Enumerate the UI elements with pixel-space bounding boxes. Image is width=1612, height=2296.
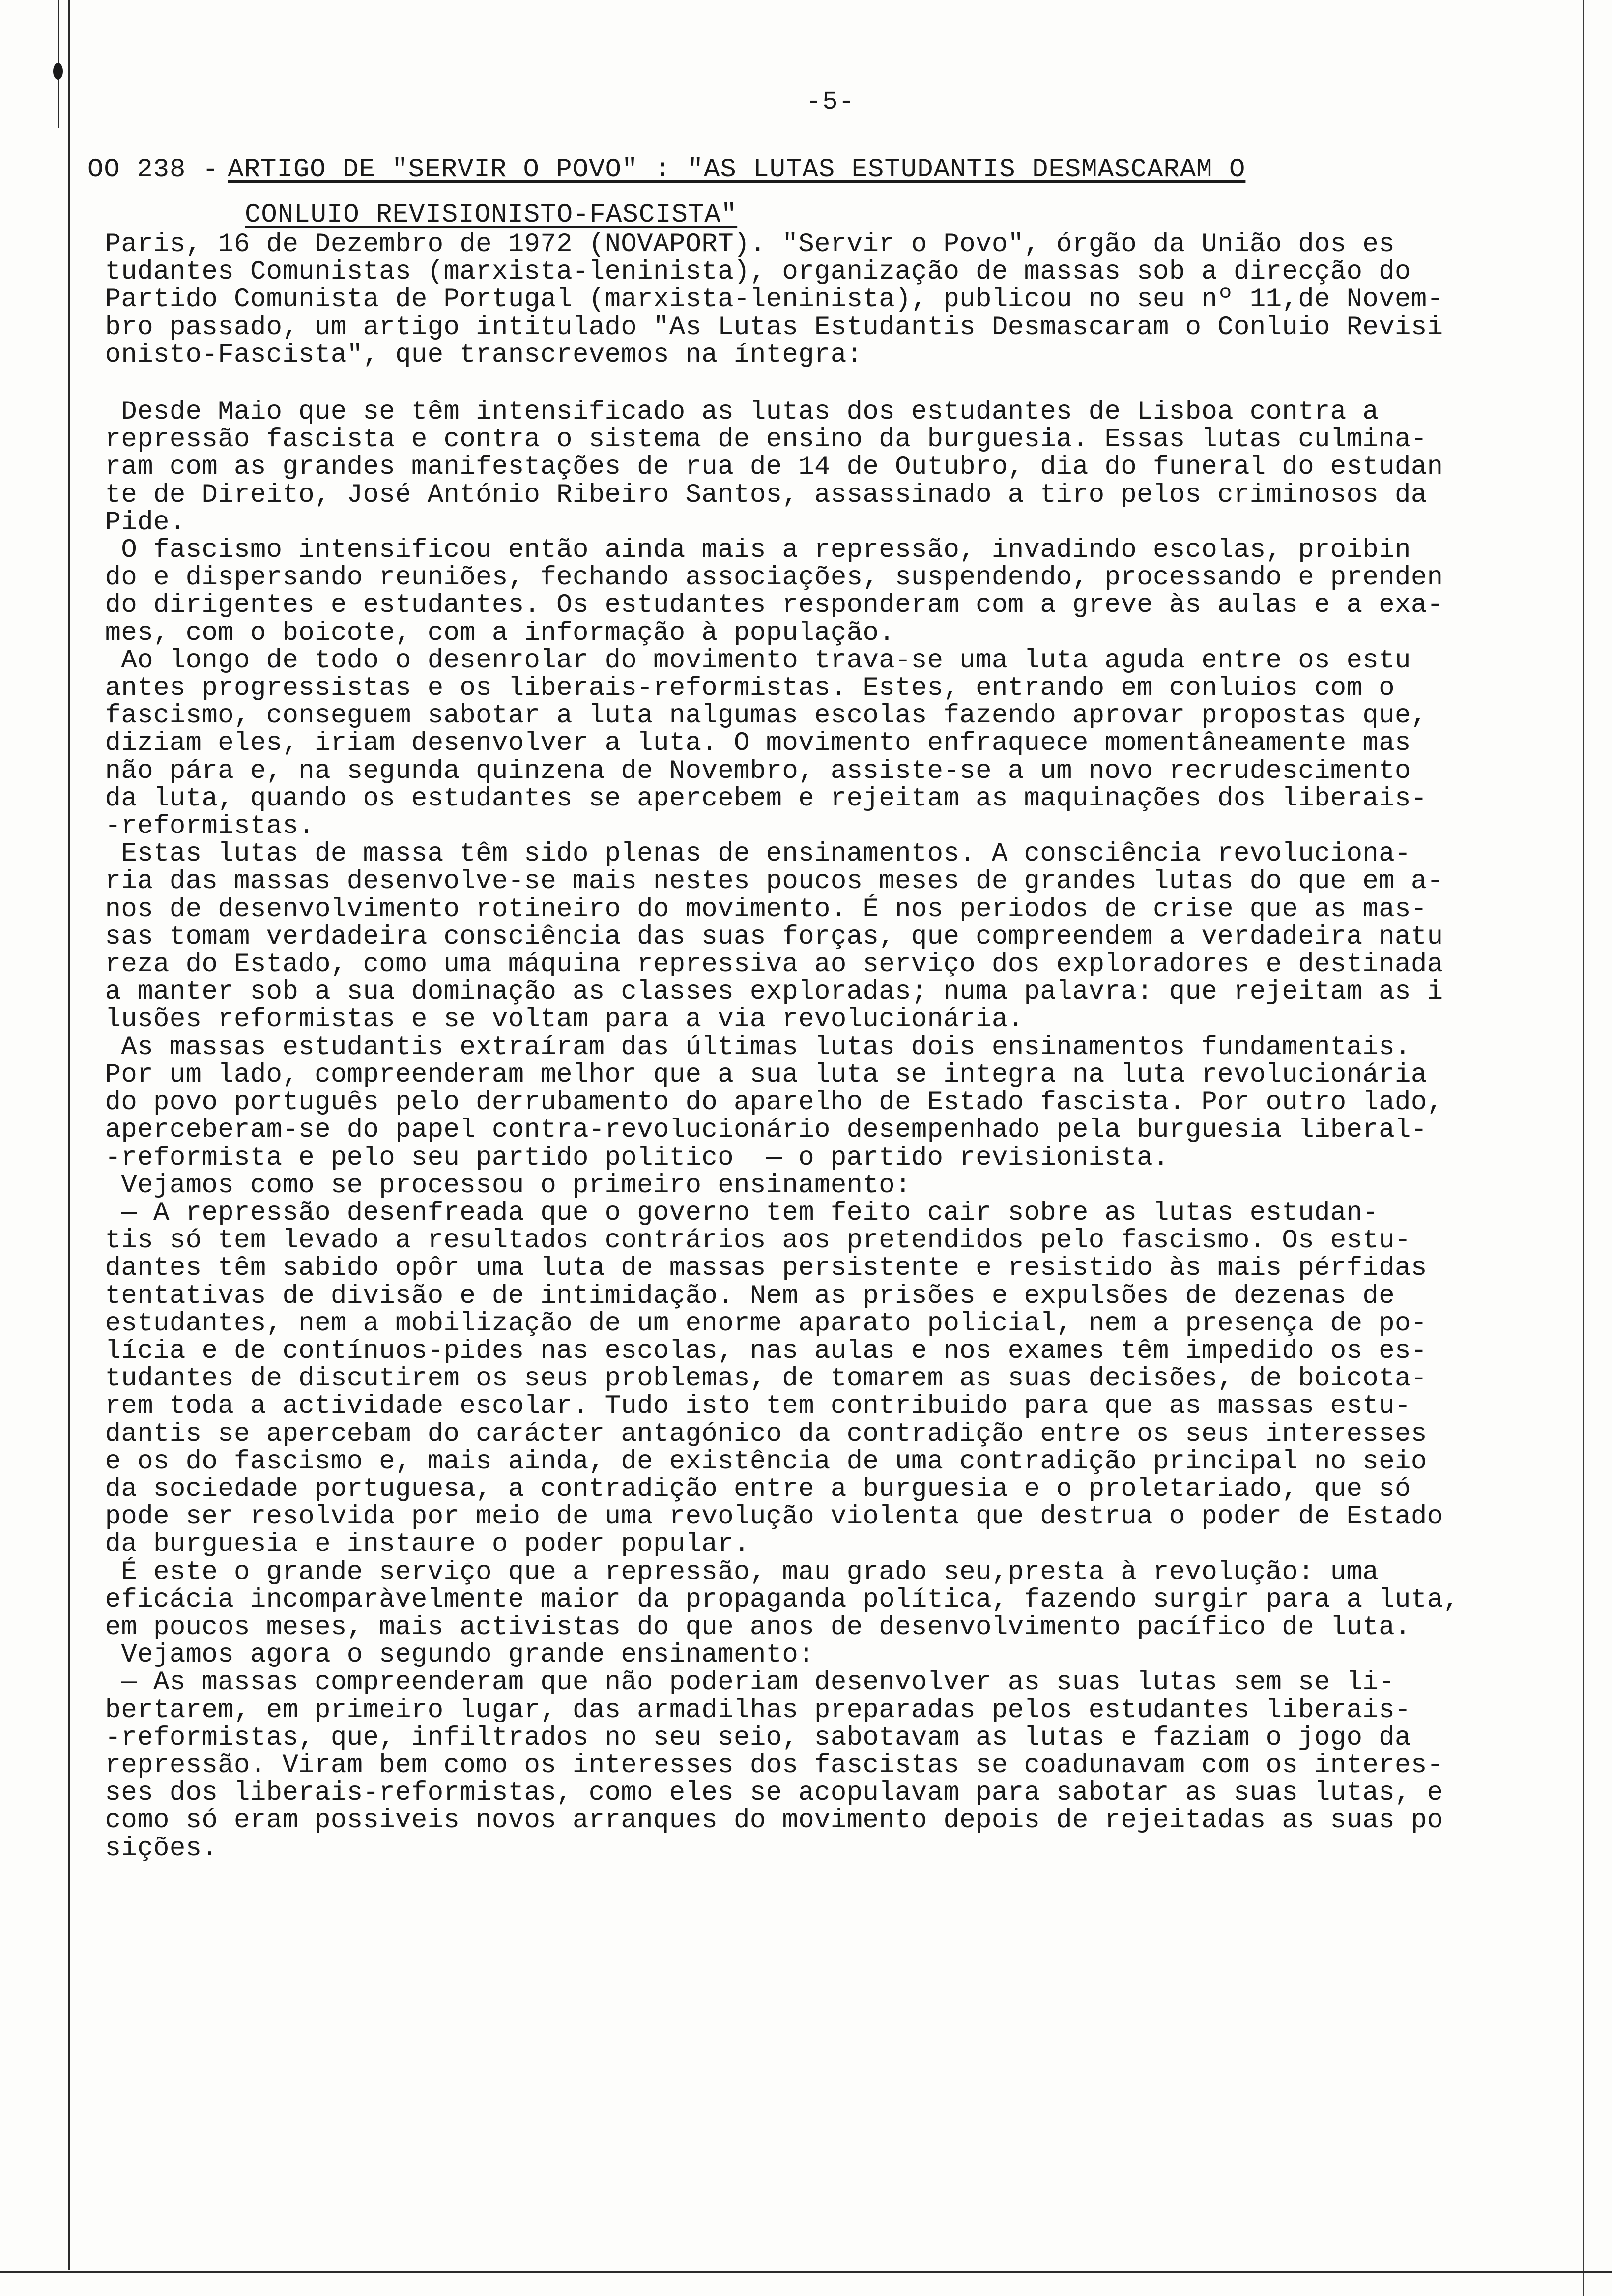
right-margin-rule: [1583, 0, 1584, 2296]
heading-title-line-2: CONLUIO REVISIONISTO-FASCISTA": [245, 200, 738, 230]
article-heading: [87, 147, 1552, 238]
bottom-margin-rule: [0, 2271, 1612, 2273]
intro-paragraph: Paris, 16 de Dezembro de 1972 (NOVAPORT). "Servir o Povo", órgão da União dos es tudantes Comunistas (marxista-leninista), organização de massas sob a direcção do Partido Comunista de Portugal (marxista-leninista), publicou no seu nº 11,de Novem- bro passado, um artigo intitulado "As Lutas Estudantis Desmascaram o Conluio Revisi onisto-Fascista", que transcrevemos na íntegra:: [105, 230, 1443, 370]
punch-hole-mark: [53, 63, 63, 80]
document-body: [73, 231, 1567, 1863]
heading-title-line-1: ARTIGO DE "SERVIR O POVO" : "AS LUTAS ESTUDANTIS DESMASCARAM O: [228, 155, 1246, 185]
document-code: OO 238 -: [87, 155, 219, 185]
page-number: -5-: [806, 87, 855, 116]
article-text: Desde Maio que se têm intensificado as lutas dos estudantes de Lisboa contra a repressão fascista e contra o sistema de ensino da burguesia. Essas lutas culmina- ram com as grandes manifestações de rua de 14 de Outubro, dia do funeral do estudan te de Direito, José António Ribeiro Santos, assassinado a tiro pelos criminosos da Pide. O fascismo intensificou então ainda mais a repressão, invadindo escolas, proibin do e dispersando reuniões, fechando associações, suspendendo, processando e prenden do dirigentes e estudantes. Os estudantes responderam com a greve às aulas e a exa- mes, com o boicote, com a informação à população. Ao longo de todo o desenrolar do movimento trava-se uma luta aguda entre os estu antes progressistas e os liberais-reformistas. Estes, entrando em conluios com o fascismo, conseguem sabotar a luta nalgumas escolas fazendo aprovar propostas que, diziam eles, iriam desenvolver a luta. O movimento enfraquece momentâneamente mas não pára e, na segunda quinzena de Novembro, assiste-se a um novo recrudescimento da luta, quando os estudantes se apercebem e rejeitam as maquinações dos liberais- -reformistas. Estas lutas de massa têm sido plenas de ensinamentos. A consciência revoluciona- ria das massas desenvolve-se mais nestes poucos meses de grandes lutas do que em a- nos de desenvolvimento rotineiro do movimento. É nos periodos de crise que as mas- sas tomam verdadeira consciência das suas forças, que compreendem a verdadeira natu reza do Estado, como uma máquina repressiva ao serviço dos exploradores e destinada a manter sob a sua dominação as classes exploradas; numa palavra: que rejeitam as i lusões reformistas e se voltam para a via revolucionária. As massas estudantis extraíram das últimas lutas dois ensinamentos fundamentais. Por um lado, compreenderam melhor que a sua luta se integra na luta revolucionária do povo português pelo derrubamento do aparelho de Estado fascista. Por outro lado, aperceberam-se do papel contra-revolucionário desempenhado pela burguesia liberal- -reformista e pelo seu partido politico — o partido revisionista. Vejamos como se processou o primeiro ensinamento: — A repressão desenfreada que o governo tem feito cair sobre as lutas estudan- tis só tem levado a resultados contrários aos pretendidos pelo fascismo. Os estu- dantes têm sabido opôr uma luta de massas persistente e resistido às mais pérfidas tentativas de divisão e de intimidação. Nem as prisões e expulsões de dezenas de estudantes, nem a mobilização de um enorme aparato policial, nem a presença de po- lícia e de contínuos-pides nas escolas, nas aulas e nos exames têm impedido os es- tudantes de discutirem os seus problemas, de tomarem as suas decisões, de boicota- rem toda a actividade escolar. Tudo isto tem contribuido para que as massas estu- dantis se apercebam do carácter antagónico da contradição entre os seus interesses e os do fascismo e, mais ainda, de existência de uma contradição principal no seio da sociedade portuguesa, a contradição entre a burguesia e o proletariado, que só pode ser resolvida por meio de uma revolução violenta que destrua o poder de Estado da burguesia e instaure o poder popular. É este o grande serviço que a repressão, mau grado seu,presta à revolução: uma eficácia incomparàvelmente maior da propaganda política, fazendo surgir para a luta, em poucos meses, mais activistas do que anos de desenvolvimento pacífico de luta. Vejamos agora o segundo grande ensinamento: — As massas compreenderam que não poderiam desenvolver as suas lutas sem se li- bertarem, em primeiro lugar, das armadilhas preparadas pelos estudantes liberais- -reformistas, que, infiltrados no seu seio, sabotavam as lutas e faziam o jogo da repressão. Viram bem como os interesses dos fascistas se coadunavam com os interes- ses dos liberais-reformistas, como eles se acopulavam para sabotar as suas lutas, e como só eram possiveis novos arranques do movimento depois de rejeitadas as suas po sições.: [105, 397, 1460, 1864]
heading-line-1: [87, 147, 1552, 193]
left-margin-rule: [68, 0, 70, 2270]
